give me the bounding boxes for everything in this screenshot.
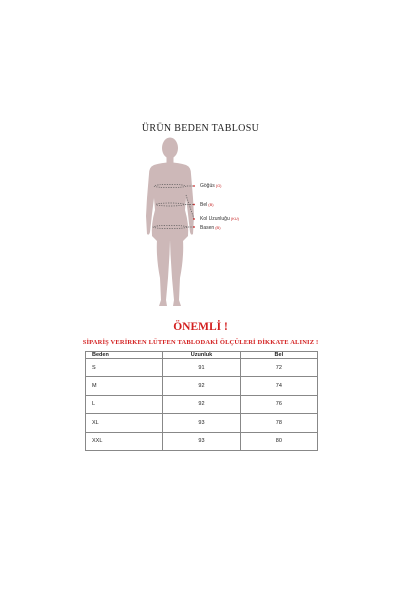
size-table xyxy=(85,351,318,451)
silhouette-shape xyxy=(146,138,194,307)
cell-length: 92 xyxy=(163,395,240,413)
header-waist: Bel xyxy=(240,352,317,359)
header-size: Beden xyxy=(86,352,163,359)
notice-heading: ÖNEMLİ ! xyxy=(173,321,228,333)
cell-size: M xyxy=(86,377,163,395)
chart-title: ÜRÜN BEDEN TABLOSU xyxy=(141,123,260,134)
cell-waist: 76 xyxy=(240,395,317,413)
cell-size: XL xyxy=(86,414,163,432)
cell-size: XXL xyxy=(86,432,163,450)
label-bust: Göğüs(G) xyxy=(200,183,222,189)
cell-waist: 72 xyxy=(240,359,317,377)
label-sleeve-length: Kol Uzunluğu(KU) xyxy=(200,216,239,222)
table-row xyxy=(86,359,318,377)
cell-size: S xyxy=(86,359,163,377)
label-hip: Basen(B) xyxy=(200,225,221,231)
cell-waist: 74 xyxy=(240,377,317,395)
cell-length: 92 xyxy=(163,377,240,395)
cell-length: 93 xyxy=(163,414,240,432)
table-row xyxy=(86,395,318,413)
table-row xyxy=(86,377,318,395)
notice-text: SİPARİŞ VERİRKEN LÜTFEN TABLODAKİ ÖLÇÜLERİ DİKKATE ALINIZ ! xyxy=(82,339,319,346)
cell-waist: 80 xyxy=(240,432,317,450)
table-row xyxy=(86,414,318,432)
table-row xyxy=(86,432,318,450)
cell-size: L xyxy=(86,395,163,413)
table-header-row xyxy=(86,352,318,359)
cell-length: 91 xyxy=(163,359,240,377)
header-length: Uzunluk xyxy=(163,352,240,359)
body-silhouette xyxy=(140,136,250,308)
cell-length: 93 xyxy=(163,432,240,450)
label-waist: Bel(B) xyxy=(200,202,214,208)
cell-waist: 78 xyxy=(240,414,317,432)
